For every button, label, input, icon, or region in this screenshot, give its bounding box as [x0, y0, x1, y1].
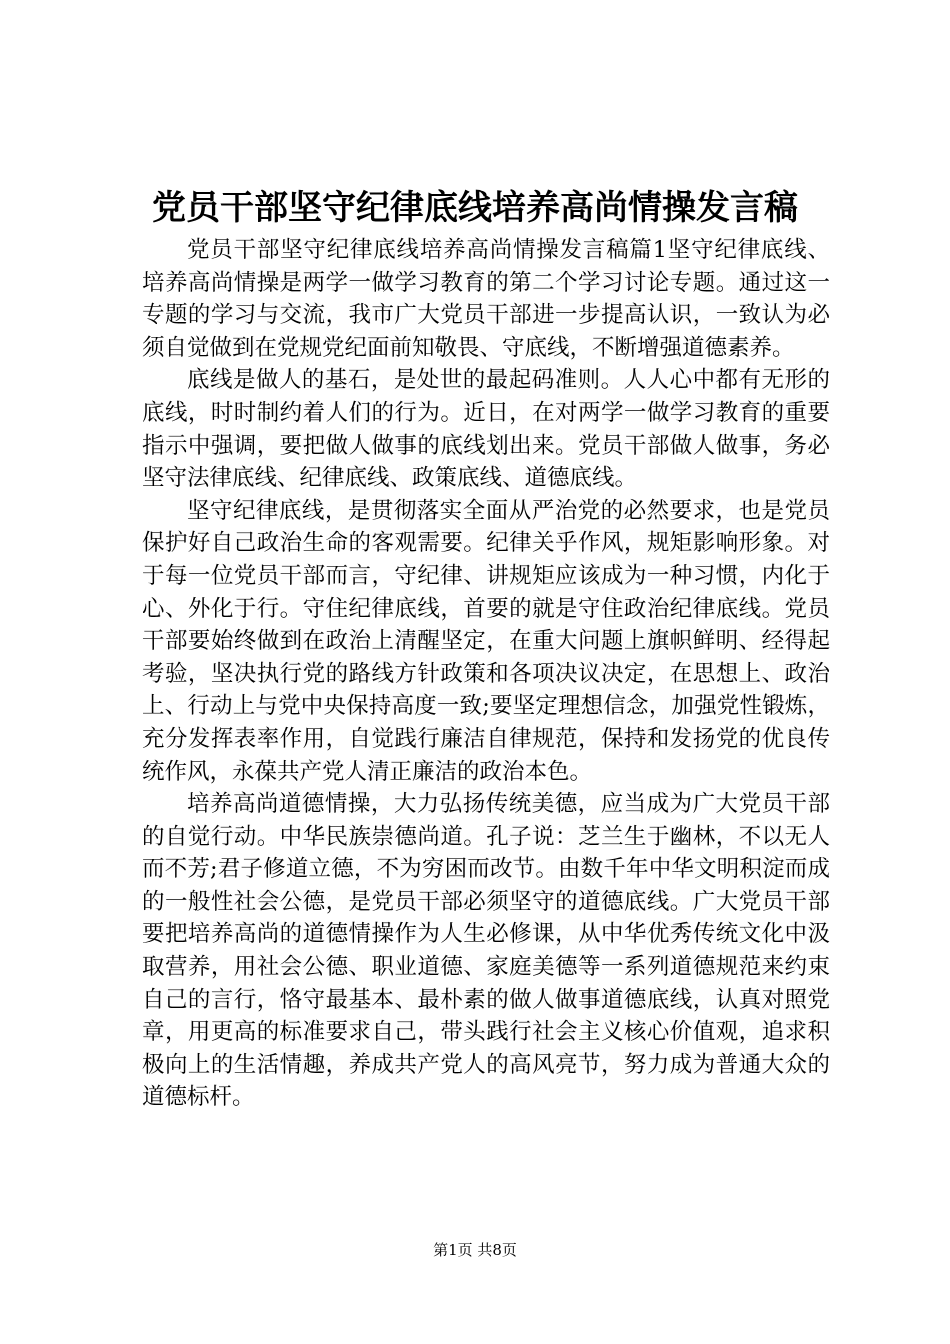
- paragraph: 坚守纪律底线，是贯彻落实全面从严治党的必然要求，也是党员保护好自己政治生命的客观需要。纪律关乎作风，规矩影响形象。对于每一位党员干部而言，守纪律、讲规矩应该成为一种习惯，内化于心、外化于行。守住纪律底线，首要的就是守住政治纪律底线。党员干部要始终做到在政治上清醒坚定，在重大问题上旗帜鲜明、经得起考验，坚决执行党的路线方针政策和各项决议决定，在思想上、政治上、行动上与党中央保持高度一致;要坚定理想信念，加强党性锻炼，充分发挥表率作用，自觉践行廉洁自律规范，保持和发扬党的优良传统作风，永葆共产党人清正廉洁的政治本色。: [142, 497, 830, 785]
- paragraph: 培养高尚道德情操，大力弘扬传统美德，应当成为广大党员干部的自觉行动。中华民族崇德尚道。孔子说：芝兰生于幽林，不以无人而不芳;君子修道立德，不为穷困而改节。由数千年中华文明积淀而成的一般性社会公德，是党员干部必须坚守的道德底线。广大党员干部要把培养高尚的道德情操作为人生必修课，从中华优秀传统文化中汲取营养，用社会公德、职业道德、家庭美德等一系列道德规范来约束自己的言行，恪守最基本、最朴素的做人做事道德底线，认真对照党章，用更高的标准要求自己，带头践行社会主义核心价值观，追求积极向上的生活情趣，养成共产党人的高风亮节，努力成为普通大众的道德标杆。: [142, 791, 830, 1111]
- document-body: [142, 234, 830, 1114]
- paragraph: 党员干部坚守纪律底线培养高尚情操发言稿篇1坚守纪律底线、培养高尚情操是两学一做学习教育的第二个学习讨论专题。通过这一专题的学习与交流，我市广大党员干部进一步提高认识，一致认为必须自觉做到在党规党纪面前知敬畏、守底线，不断增强道德素养。: [142, 237, 830, 361]
- paragraph: 底线是做人的基石，是处世的最起码准则。人人心中都有无形的底线，时时制约着人们的行为。近日，在对两学一做学习教育的重要指示中强调，要把做人做事的底线划出来。党员干部做人做事，务必坚守法律底线、纪律底线、政策底线、道德底线。: [142, 367, 830, 492]
- document-title: 党员干部坚守纪律底线培养高尚情操发言稿: [152, 188, 798, 228]
- page-number: 第1页 共8页: [433, 1241, 517, 1259]
- page-footer: [0, 1240, 950, 1260]
